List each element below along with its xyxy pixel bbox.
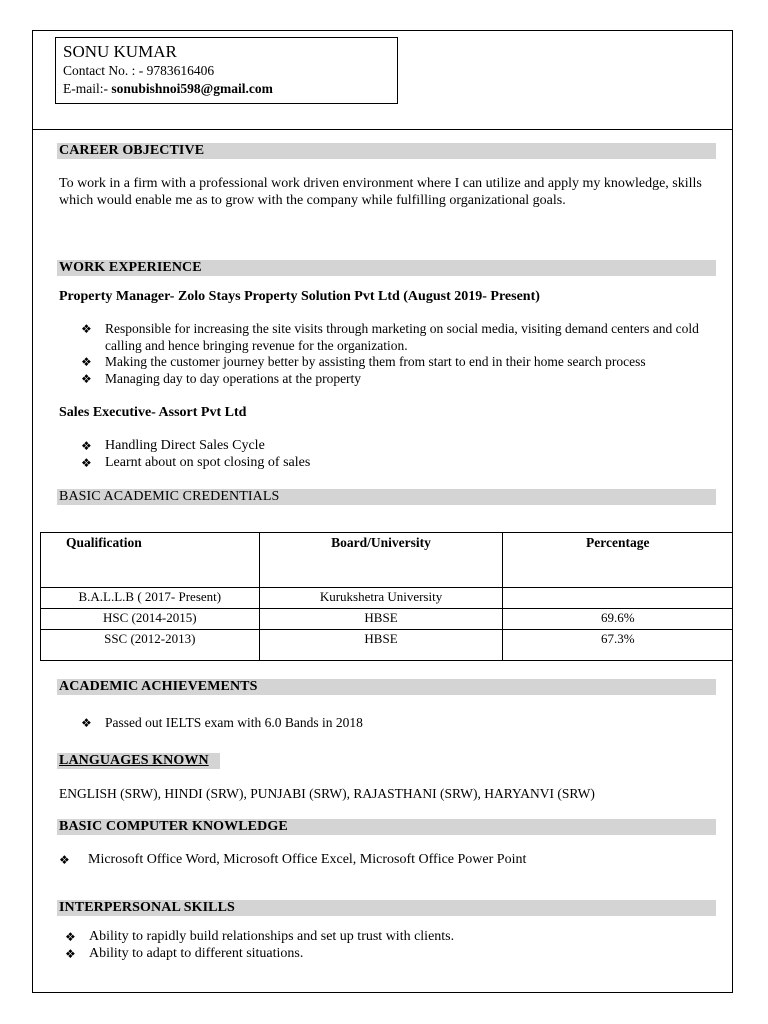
list-item xyxy=(59,852,719,869)
table-row xyxy=(41,609,733,630)
list-item xyxy=(81,438,721,455)
column-header: Board/University xyxy=(259,533,503,588)
job-1-bullets xyxy=(81,321,721,387)
diamond-bullet-icon: ❖ xyxy=(81,355,92,369)
bullet-text: Ability to rapidly build relationships and set up trust with clients. xyxy=(89,929,455,944)
email xyxy=(63,80,390,98)
section-languages xyxy=(57,753,220,769)
section-interpersonal-skills: INTERPERSONAL SKILLS xyxy=(57,900,716,916)
bullet-text: Ability to adapt to different situations. xyxy=(89,945,304,961)
table-row xyxy=(41,630,733,661)
section-computer-knowledge: BASIC COMPUTER KNOWLEDGE xyxy=(57,819,716,835)
interpersonal-bullets xyxy=(65,929,715,962)
bullet-text: Learnt about on spot closing of sales xyxy=(105,454,311,470)
section-academic-credentials xyxy=(57,489,716,505)
candidate-name: SONU KUMAR xyxy=(63,42,177,61)
table-cell: HBSE xyxy=(259,630,503,661)
bullet-text: Handling Direct Sales Cycle xyxy=(105,438,265,453)
table-cell: 69.6% xyxy=(503,609,733,630)
academic-credentials-table xyxy=(40,532,733,661)
diamond-bullet-icon: ❖ xyxy=(59,853,70,867)
email-label: E-mail:- xyxy=(63,81,112,96)
diamond-bullet-icon: ❖ xyxy=(81,716,92,730)
career-objective-text: To work in a firm with a professional work driven environment where I can utilize and apply my knowledge, skills which would enable me as to grow with the company while fulfilling organizational goals. xyxy=(59,176,702,208)
table-cell: SSC (2012-2013) xyxy=(41,630,260,661)
job-title-1: Property Manager- Zolo Stays Property Solution Pvt Ltd (August 2019- Present) xyxy=(59,289,540,304)
page-border xyxy=(32,30,733,993)
languages-text: ENGLISH (SRW), HINDI (SRW), PUNJABI (SRW), RAJASTHANI (SRW), HARYANVI (SRW) xyxy=(59,786,595,801)
section-work-experience: WORK EXPERIENCE xyxy=(57,260,716,276)
email-value: sonubishnoi598@gmail.com xyxy=(111,81,273,96)
table-cell: HSC (2014-2015) xyxy=(41,609,260,630)
table-cell: HBSE xyxy=(259,609,503,630)
list-item xyxy=(81,371,721,388)
bullet-text: Passed out IELTS exam with 6.0 Bands in 2018 xyxy=(105,715,363,730)
column-header: Percentage xyxy=(503,533,733,588)
table-row xyxy=(41,588,733,609)
bullet-text: Making the customer journey better by assisting them from start to end in their home search process xyxy=(105,354,646,369)
diamond-bullet-icon: ❖ xyxy=(81,371,92,386)
computer-bullets xyxy=(59,852,719,869)
contact-number xyxy=(63,62,390,80)
list-item xyxy=(81,455,721,472)
table-cell xyxy=(503,588,733,609)
bullet-text: Microsoft Office Word, Microsoft Office Excel, Microsoft Office Power Point xyxy=(88,852,527,867)
job-2-bullets xyxy=(81,438,721,471)
section-heading-text: BASIC ACADEMIC CREDENTIALS xyxy=(59,489,280,504)
header-divider xyxy=(32,129,733,130)
diamond-bullet-icon: ❖ xyxy=(65,946,76,961)
diamond-bullet-icon: ❖ xyxy=(81,455,92,470)
list-item xyxy=(65,929,715,946)
section-career-objective: CAREER OBJECTIVE xyxy=(57,143,716,159)
table-header-row xyxy=(41,533,733,588)
achievements-bullets xyxy=(81,715,721,732)
section-academic-achievements: ACADEMIC ACHIEVEMENTS xyxy=(57,679,716,695)
contact-value: 9783616406 xyxy=(146,63,215,78)
list-item xyxy=(81,715,721,732)
bullet-text: Managing day to day operations at the property xyxy=(105,370,362,386)
diamond-bullet-icon: ❖ xyxy=(81,322,92,336)
list-item xyxy=(81,321,721,354)
list-item xyxy=(65,946,715,963)
section-heading-text: LANGUAGES KNOWN xyxy=(59,753,209,768)
contact-box xyxy=(55,37,398,104)
table-cell: Kurukshetra University xyxy=(259,588,503,609)
table-cell: 67.3% xyxy=(503,630,733,661)
bullet-text: Responsible for increasing the site visits through marketing on social media, visiting demand centers and cold calling and hence bringing revenue for the organization. xyxy=(105,321,699,353)
list-item xyxy=(81,354,721,371)
diamond-bullet-icon: ❖ xyxy=(81,439,92,453)
diamond-bullet-icon: ❖ xyxy=(65,930,76,944)
column-header: Qualification xyxy=(41,533,260,588)
table-cell: B.A.L.L.B ( 2017- Present) xyxy=(41,588,260,609)
job-title-2: Sales Executive- Assort Pvt Ltd xyxy=(59,405,247,420)
contact-label: Contact No. : - xyxy=(63,63,147,78)
